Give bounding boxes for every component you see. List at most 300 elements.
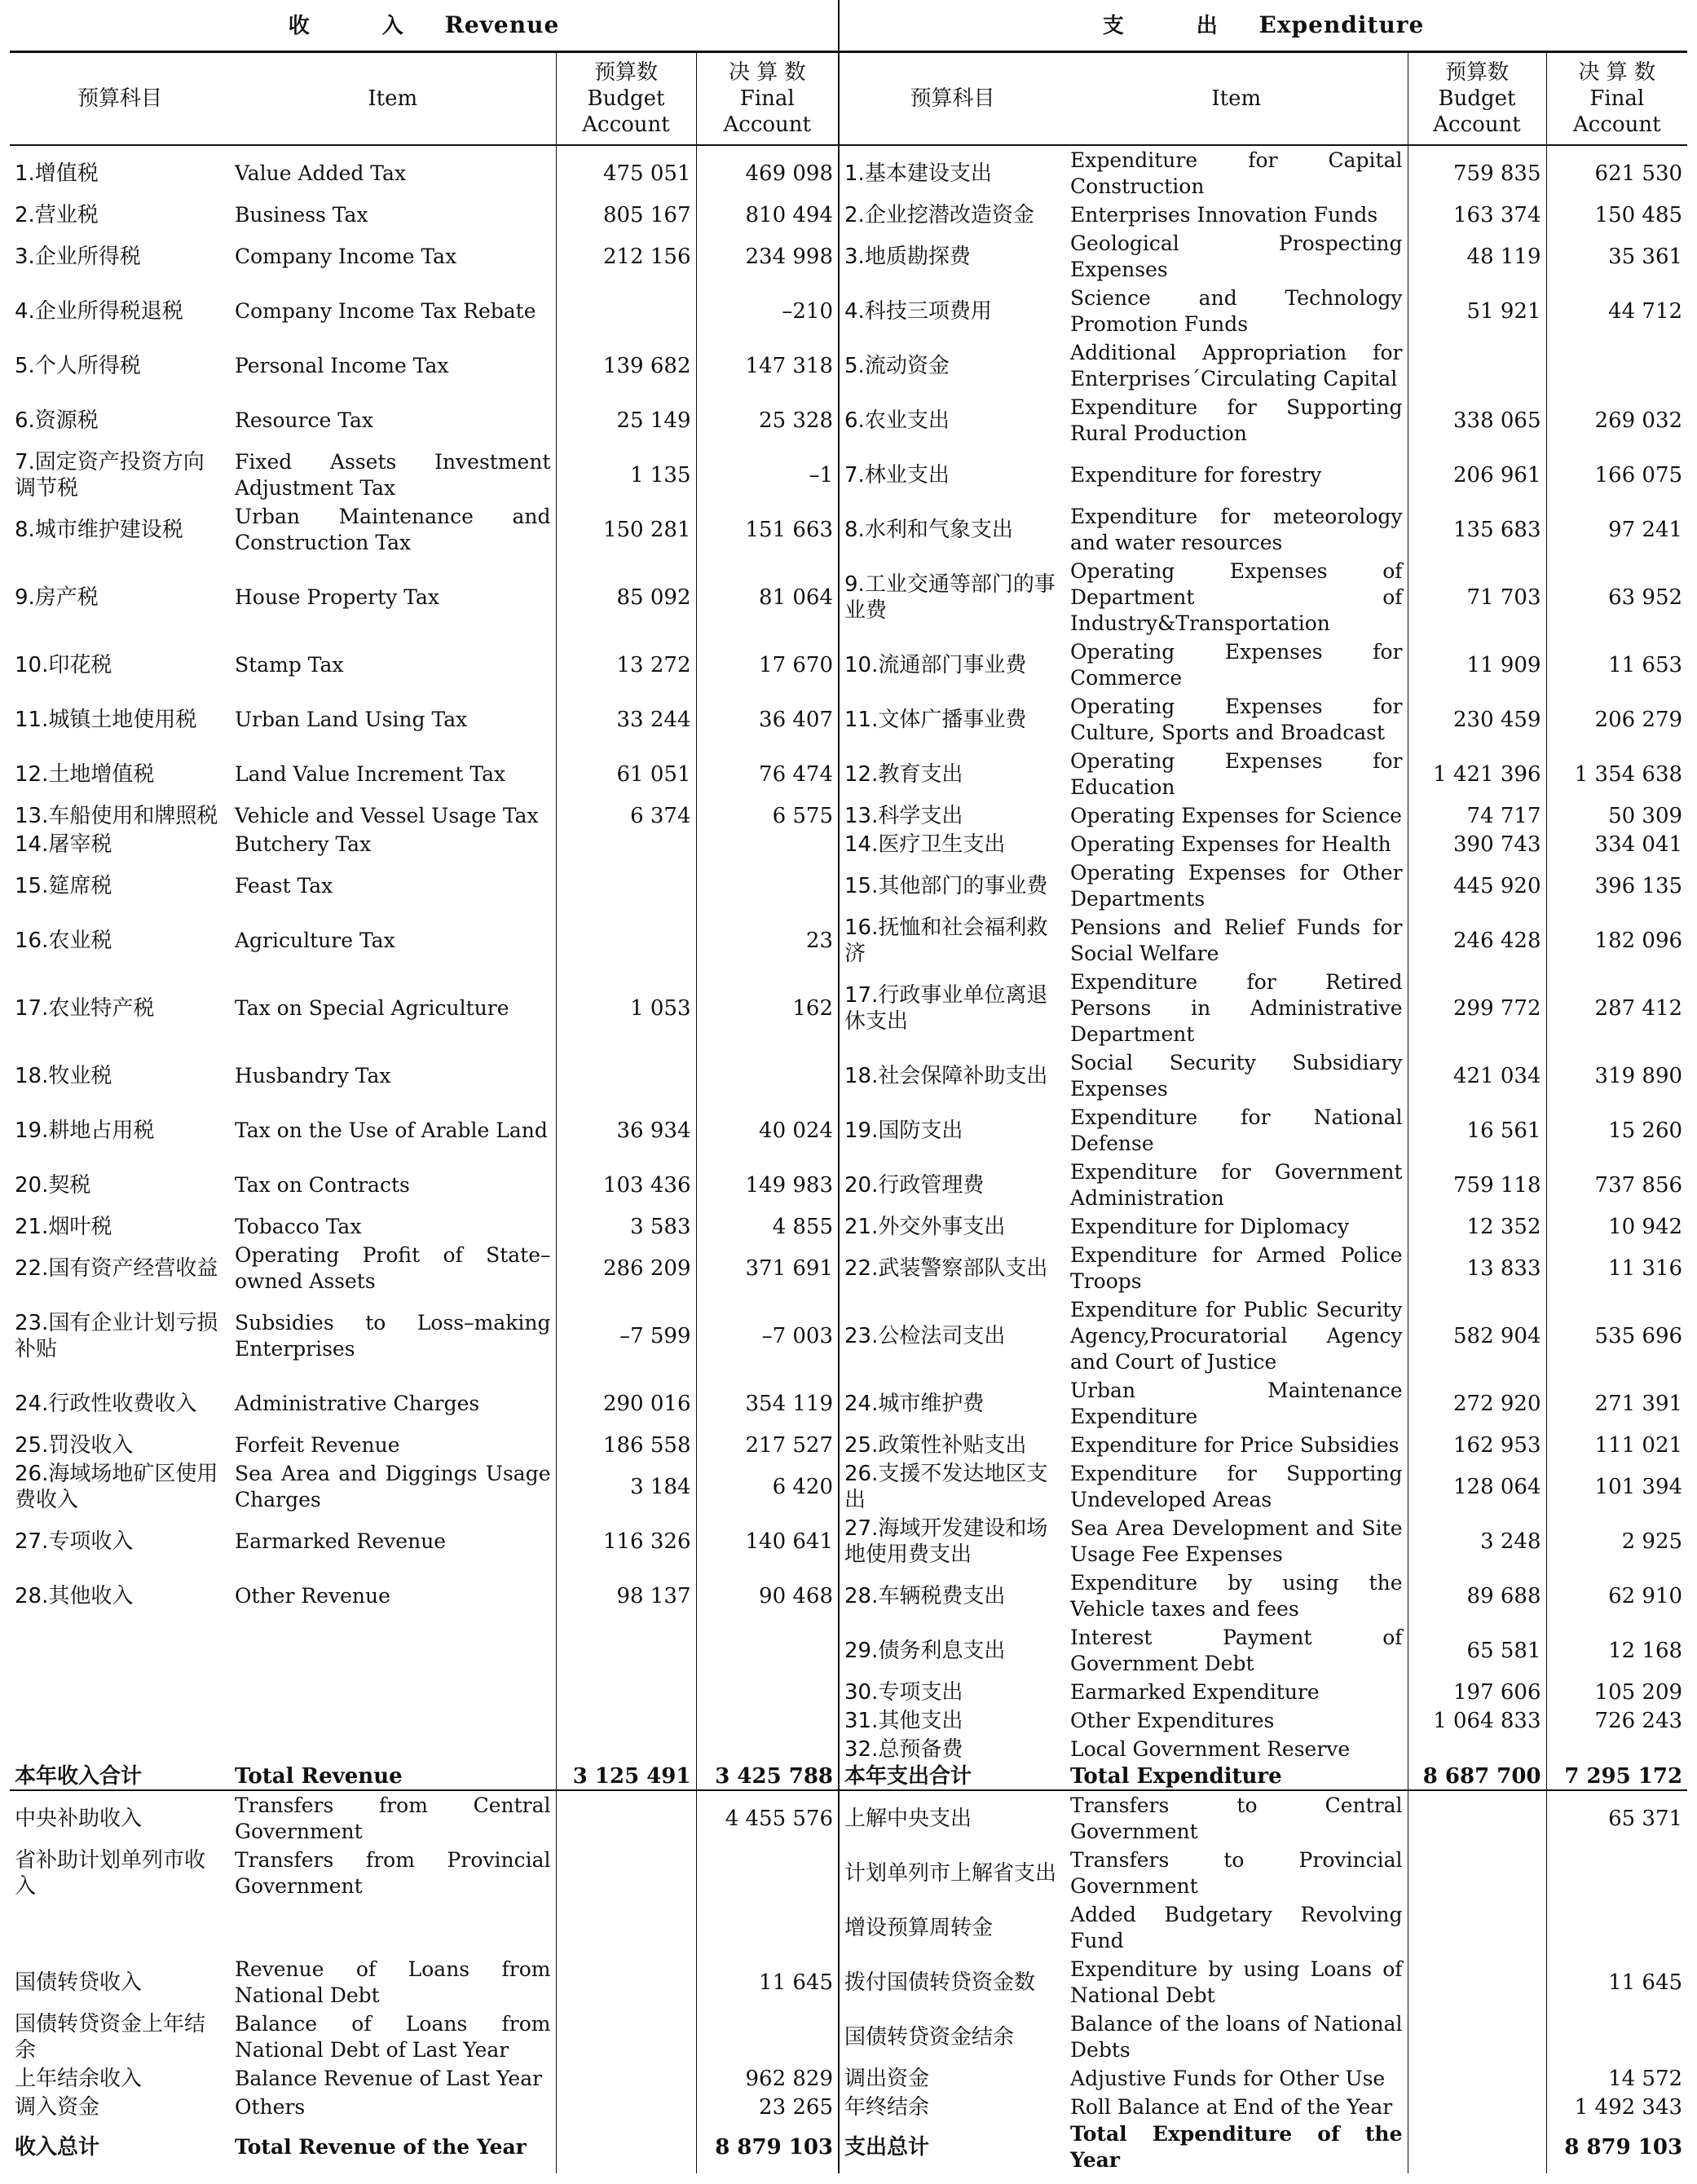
revenue-budget: [556, 1706, 696, 1735]
revenue-budget: [556, 1790, 696, 1846]
expenditure-subject: 22.武装警察部队支出: [844, 1255, 1048, 1281]
table-row: [10, 1569, 1687, 1623]
expenditure-item: Operating Expenses for Commerce: [1070, 639, 1403, 690]
revenue-budget: 186 558: [556, 1431, 696, 1459]
table-row: [10, 201, 1687, 229]
expenditure-item: Expenditure for Capital Construction: [1070, 148, 1403, 198]
revenue-budget: 36 934: [556, 1103, 696, 1158]
expenditure-budget: 197 606: [1408, 1678, 1546, 1706]
expenditure-item: Urban Maintenance Expenditure: [1070, 1378, 1403, 1428]
expenditure-budget: 135 683: [1408, 502, 1546, 557]
revenue-subject: 15.筵席税: [15, 873, 112, 898]
revenue-item: Balance of Loans from National Debt of Last Year: [235, 2011, 551, 2062]
expenditure-subject: 上解中央支出: [844, 1806, 972, 1831]
revenue-item: Vehicle and Vessel Usage Tax: [235, 803, 539, 827]
rev-col-budget-en2: Account: [582, 113, 670, 137]
expenditure-item: Total Expenditure: [1065, 1763, 1408, 1790]
expenditure-budget: 74 717: [1408, 801, 1546, 830]
expenditure-item: Transfers to Provincial Government: [1070, 1847, 1403, 1898]
expenditure-budget: 445 920: [1408, 858, 1546, 913]
expenditure-item: Expenditure for National Defense: [1070, 1105, 1403, 1155]
expenditure-subject: 年终结余: [844, 2094, 930, 2120]
revenue-item: Tax on Special Agriculture: [235, 995, 509, 1020]
table-row: [10, 1514, 1687, 1569]
expenditure-budget: 3 248: [1408, 1514, 1546, 1569]
table-row: [10, 913, 1687, 968]
exp-col-item: Item: [1065, 52, 1408, 146]
revenue-final: 8 879 103: [696, 2121, 839, 2173]
table-row: [10, 747, 1687, 801]
revenue-subject: 18.牧业税: [15, 1063, 112, 1088]
expenditure-item: Added Budgetary Revolving Fund: [1070, 1902, 1403, 1952]
expenditure-final: [1546, 1846, 1687, 1900]
expenditure-final: [1546, 1900, 1687, 1955]
revenue-budget: 85 092: [556, 557, 696, 638]
revenue-subject: 16.农业税: [15, 928, 112, 953]
table-row: [10, 1678, 1687, 1706]
revenue-final: 469 098: [696, 145, 839, 201]
revenue-budget: 1 135: [556, 448, 696, 502]
expenditure-subject: 8.水利和气象支出: [844, 517, 1013, 542]
revenue-final: 4 855: [696, 1212, 839, 1241]
revenue-subject: 13.车船使用和牌照税: [15, 803, 218, 828]
revenue-subject: 26.海域场地矿区使用费收入: [15, 1461, 218, 1512]
revenue-final: [696, 1846, 839, 1900]
expenditure-final: 12 168: [1546, 1623, 1687, 1678]
table-row: [10, 1846, 1687, 1900]
expenditure-final: 62 910: [1546, 1569, 1687, 1623]
revenue-budget: 116 326: [556, 1514, 696, 1569]
expenditure-item: Science and Technology Promotion Funds: [1070, 285, 1403, 336]
revenue-item: Balance Revenue of Last Year: [235, 2066, 543, 2090]
expenditure-budget: 421 034: [1408, 1048, 1546, 1103]
table-row: [10, 1459, 1687, 1514]
revenue-subject: 中央补助收入: [15, 1806, 143, 1831]
rev-col-final-cn: 决 算 数: [728, 60, 806, 85]
expenditure-budget: 246 428: [1408, 913, 1546, 968]
expenditure-budget: 48 119: [1408, 229, 1546, 284]
expenditure-budget: 272 920: [1408, 1376, 1546, 1431]
expenditure-subject: 10.流通部门事业费: [844, 652, 1027, 677]
revenue-subject: 12.土地增值税: [15, 761, 155, 787]
revenue-final: 140 641: [696, 1514, 839, 1569]
revenue-item: Personal Income Tax: [235, 353, 449, 377]
revenue-final: 76 474: [696, 747, 839, 801]
revenue-item: Stamp Tax: [235, 652, 344, 677]
expenditure-item: Social Security Subsidiary Expenses: [1070, 1050, 1403, 1101]
revenue-final: 11 645: [696, 1955, 839, 2010]
expenditure-budget: 162 953: [1408, 1431, 1546, 1459]
revenue-item: Husbandry Tax: [235, 1063, 391, 1088]
expenditure-budget: [1408, 338, 1546, 393]
revenue-item: Agriculture Tax: [235, 928, 395, 952]
expenditure-final: 101 394: [1546, 1459, 1687, 1514]
revenue-budget: [556, 2121, 696, 2173]
revenue-subject: 2.营业税: [15, 202, 99, 227]
revenue-item: Transfers from Central Government: [235, 1793, 551, 1843]
rev-col-final-en2: Account: [723, 113, 811, 137]
expenditure-final: 97 241: [1546, 502, 1687, 557]
expenditure-item: Expenditure for Diplomacy: [1070, 1214, 1350, 1238]
revenue-caption: [10, 0, 839, 52]
expenditure-final: 271 391: [1546, 1376, 1687, 1431]
revenue-caption-en: Revenue: [444, 11, 560, 38]
expenditure-subject: 16.抚恤和社会福利救济: [844, 915, 1048, 966]
table-row: [10, 830, 1687, 858]
expenditure-subject: 增设预算周转金: [844, 1915, 994, 1940]
revenue-caption-cn: 收 入: [288, 13, 436, 38]
expenditure-caption-cn: 支 出: [1102, 13, 1250, 38]
revenue-final: 36 407: [696, 692, 839, 747]
revenue-subject: 上年结余收入: [15, 2066, 143, 2091]
expenditure-final: 206 279: [1546, 692, 1687, 747]
expenditure-final: 50 309: [1546, 801, 1687, 830]
revenue-budget: 212 156: [556, 229, 696, 284]
exp-col-final-en1: Final: [1589, 86, 1645, 111]
expenditure-subject: 18.社会保障补助支出: [844, 1063, 1048, 1088]
table-row: [10, 393, 1687, 448]
expenditure-subject: 1.基本建设支出: [844, 161, 992, 186]
table-row: [10, 858, 1687, 913]
expenditure-final: 105 209: [1546, 1678, 1687, 1706]
expenditure-subject: 25.政策性补贴支出: [844, 1432, 1027, 1458]
expenditure-subject: 24.城市维护费: [844, 1391, 985, 1416]
revenue-final: [696, 858, 839, 913]
revenue-item: Total Revenue: [230, 1763, 556, 1790]
revenue-subject: 本年收入合计: [10, 1763, 230, 1790]
table-row: [10, 1735, 1687, 1763]
revenue-budget: 139 682: [556, 338, 696, 393]
expenditure-subject: 31.其他支出: [844, 1708, 963, 1733]
expenditure-final: 319 890: [1546, 1048, 1687, 1103]
revenue-budget: 33 244: [556, 692, 696, 747]
expenditure-budget: 51 921: [1408, 284, 1546, 338]
expenditure-item: Operating Expenses for Science: [1070, 803, 1402, 827]
revenue-subject: [10, 1735, 230, 1763]
expenditure-subject: 5.流动资金: [844, 353, 950, 378]
expenditure-item: Total Expenditure of the Year: [1070, 2122, 1403, 2172]
expenditure-budget: 13 833: [1408, 1241, 1546, 1295]
grand-total-rows: [10, 2121, 1687, 2173]
revenue-subject: 7.固定资产投资方向调节税: [15, 449, 205, 501]
revenue-budget: [556, 1623, 696, 1678]
revenue-item: Tobacco Tax: [235, 1214, 362, 1238]
expenditure-subject: 6.农业支出: [844, 408, 950, 433]
expenditure-final: 44 712: [1546, 284, 1687, 338]
expenditure-item: Earmarked Expenditure: [1070, 1679, 1320, 1704]
expenditure-item: Pensions and Relief Funds for Social Welfare: [1070, 915, 1403, 965]
table-row: [10, 1103, 1687, 1158]
table-row: [10, 1955, 1687, 2010]
expenditure-final: 269 032: [1546, 393, 1687, 448]
rev-col-budget-cn: 预算数: [593, 60, 658, 85]
expenditure-final: 726 243: [1546, 1706, 1687, 1735]
exp-col-final-cn: 决 算 数: [1578, 60, 1656, 85]
revenue-final: 23: [696, 913, 839, 968]
expenditure-final: 535 696: [1546, 1295, 1687, 1376]
expenditure-item: Geological Prospecting Expenses: [1070, 231, 1403, 281]
revenue-item: Urban Land Using Tax: [235, 707, 468, 731]
table-row: [10, 801, 1687, 830]
budget-sheet: [10, 0, 1687, 2173]
revenue-final: 217 527: [696, 1431, 839, 1459]
revenue-subject: 6.资源税: [15, 408, 99, 433]
revenue-item: Company Income Tax: [235, 244, 457, 268]
expenditure-item: Operating Expenses of Department of Industry&Transportation: [1070, 558, 1403, 635]
revenue-subject: [10, 1623, 230, 1678]
expenditure-subject: 32.总预备费: [844, 1736, 963, 1762]
revenue-budget: 13 272: [556, 638, 696, 692]
expenditure-final: 14 572: [1546, 2064, 1687, 2093]
expenditure-subject: 17.行政事业单位离退休支出: [844, 982, 1048, 1034]
expenditure-item: Additional Appropriation for Enterprises´Circulating Capital: [1070, 340, 1403, 390]
revenue-budget: 3 583: [556, 1212, 696, 1241]
expenditure-subject: 2.企业挖潜改造资金: [844, 202, 1034, 227]
expenditure-budget: 1 421 396: [1408, 747, 1546, 801]
revenue-item: Administrative Charges: [235, 1391, 480, 1415]
column-header-row: [10, 52, 1687, 146]
expenditure-subject: 21.外交外事支出: [844, 1214, 1006, 1239]
table-row: [10, 1241, 1687, 1295]
expenditure-item: Balance of the loans of National Debts: [1070, 2011, 1403, 2062]
table-row: [10, 557, 1687, 638]
expenditure-budget: 16 561: [1408, 1103, 1546, 1158]
expenditure-subject: 29.债务利息支出: [844, 1638, 1006, 1663]
revenue-budget: [556, 1846, 696, 1900]
expenditure-subject: 拨付国债转贷资金数: [844, 1970, 1036, 1995]
expenditure-subject: 12.教育支出: [844, 761, 963, 787]
expenditure-final: 182 096: [1546, 913, 1687, 968]
expenditure-final: 11 316: [1546, 1241, 1687, 1295]
expenditure-final: [1546, 2010, 1687, 2064]
expenditure-item: Other Expenditures: [1070, 1708, 1275, 1732]
revenue-subject: 23.国有企业计划亏损补贴: [15, 1310, 218, 1361]
exp-col-budget-cn: 预算数: [1445, 60, 1510, 85]
revenue-subject: 4.企业所得税退税: [15, 298, 183, 324]
expenditure-item: Sea Area Development and Site Usage Fee Expenses: [1070, 1516, 1403, 1566]
expenditure-budget: [1408, 1735, 1546, 1763]
revenue-final: [696, 2010, 839, 2064]
expenditure-subject: 本年支出合计: [839, 1763, 1065, 1790]
expenditure-item: Roll Balance at End of the Year: [1070, 2094, 1393, 2119]
expenditure-budget: 338 065: [1408, 393, 1546, 448]
revenue-subject: 调入资金: [15, 2094, 100, 2120]
expenditure-final: 15 260: [1546, 1103, 1687, 1158]
revenue-subject: 1.增值税: [15, 161, 99, 186]
expenditure-caption-en: Expenditure: [1258, 11, 1425, 38]
revenue-final: 151 663: [696, 502, 839, 557]
revenue-item: Revenue of Loans from National Debt: [235, 1957, 551, 2007]
exp-col-final-en2: Account: [1573, 113, 1661, 137]
revenue-budget: 150 281: [556, 502, 696, 557]
expenditure-budget: 71 703: [1408, 557, 1546, 638]
rev-col-budget: [556, 52, 696, 146]
revenue-budget: [556, 1735, 696, 1763]
table-row: [10, 1295, 1687, 1376]
revenue-item: [230, 1735, 556, 1763]
revenue-item: Sea Area and Diggings Usage Charges: [235, 1461, 551, 1511]
expenditure-subject: 7.林业支出: [844, 462, 950, 488]
revenue-final: 354 119: [696, 1376, 839, 1431]
table-row: [10, 2064, 1687, 2093]
revenue-budget: 61 051: [556, 747, 696, 801]
expenditure-budget: 65 581: [1408, 1623, 1546, 1678]
expenditure-final: 7 295 172: [1546, 1763, 1687, 1790]
expenditure-final: 63 952: [1546, 557, 1687, 638]
expenditure-subject: 14.医疗卫生支出: [844, 832, 1006, 857]
revenue-subject: 8.城市维护建设税: [15, 517, 183, 542]
expenditure-subject: 28.车辆税费支出: [844, 1583, 1006, 1608]
revenue-final: –210: [696, 284, 839, 338]
revenue-final: 25 328: [696, 393, 839, 448]
expenditure-budget: 230 459: [1408, 692, 1546, 747]
exp-col-budget-en1: Budget: [1438, 86, 1516, 111]
expenditure-budget: 8 687 700: [1408, 1763, 1546, 1790]
revenue-final: 40 024: [696, 1103, 839, 1158]
revenue-item: Earmarked Revenue: [235, 1529, 447, 1553]
revenue-item: Other Revenue: [235, 1583, 390, 1608]
revenue-final: –1: [696, 448, 839, 502]
revenue-budget: [556, 858, 696, 913]
revenue-subject: [10, 1900, 230, 1955]
expenditure-final: 35 361: [1546, 229, 1687, 284]
expenditure-subject: 4.科技三项费用: [844, 298, 992, 324]
expenditure-budget: 206 961: [1408, 448, 1546, 502]
revenue-item: [230, 1678, 556, 1706]
expenditure-subject: 国债转贷资金结余: [844, 2024, 1015, 2049]
revenue-final: 810 494: [696, 201, 839, 229]
expenditure-final: 11 653: [1546, 638, 1687, 692]
revenue-item: Total Revenue of the Year: [235, 2135, 527, 2159]
revenue-budget: [556, 284, 696, 338]
revenue-subject: 21.烟叶税: [15, 1214, 112, 1239]
table-row: [10, 1706, 1687, 1735]
expenditure-budget: 1 064 833: [1408, 1706, 1546, 1735]
revenue-subject: 省补助计划单列市收入: [15, 1847, 206, 1899]
revenue-budget: 286 209: [556, 1241, 696, 1295]
expenditure-final: 621 530: [1546, 145, 1687, 201]
table-row: [10, 968, 1687, 1048]
revenue-final: 23 265: [696, 2093, 839, 2121]
expenditure-final: [1546, 338, 1687, 393]
revenue-subject: [10, 1678, 230, 1706]
expenditure-budget: 89 688: [1408, 1569, 1546, 1623]
revenue-final: 234 998: [696, 229, 839, 284]
expenditure-item: Expenditure for meteorology and water resources: [1070, 504, 1403, 554]
revenue-item: [230, 1706, 556, 1735]
revenue-budget: 290 016: [556, 1376, 696, 1431]
revenue-budget: [556, 2010, 696, 2064]
expenditure-item: Operating Expenses for Culture, Sports and Broadcast: [1070, 694, 1403, 744]
revenue-final: 81 064: [696, 557, 839, 638]
revenue-item: Operating Profit of State–owned Assets: [235, 1242, 551, 1293]
expenditure-subject: 20.行政管理费: [844, 1172, 985, 1198]
rev-col-budget-en1: Budget: [587, 86, 665, 111]
table-row: [10, 448, 1687, 502]
table-row: [10, 1790, 1687, 1846]
revenue-budget: [556, 1900, 696, 1955]
revenue-item: Forfeit Revenue: [235, 1432, 400, 1457]
expenditure-item: Expenditure for Public Security Agency,Procuratorial Agency and Court of Justice: [1070, 1297, 1403, 1374]
expenditure-final: 737 856: [1546, 1158, 1687, 1212]
rev-col-final: [696, 52, 839, 146]
expenditure-budget: 128 064: [1408, 1459, 1546, 1514]
main-rows: [10, 145, 1687, 1763]
revenue-final: –7 003: [696, 1295, 839, 1376]
revenue-item: Value Added Tax: [235, 161, 407, 185]
revenue-final: [696, 1706, 839, 1735]
expenditure-item: Expenditure for Supporting Rural Production: [1070, 395, 1403, 445]
expenditure-budget: [1408, 1846, 1546, 1900]
expenditure-item: Local Government Reserve: [1070, 1736, 1351, 1761]
expenditure-budget: 759 835: [1408, 145, 1546, 201]
revenue-final: 147 318: [696, 338, 839, 393]
revenue-final: [696, 1735, 839, 1763]
revenue-final: 162: [696, 968, 839, 1048]
exp-col-budget-en2: Account: [1433, 113, 1521, 137]
revenue-budget: 3 125 491: [556, 1763, 696, 1790]
revenue-final: 17 670: [696, 638, 839, 692]
revenue-final: 90 468: [696, 1569, 839, 1623]
revenue-item: Feast Tax: [235, 873, 333, 898]
table-row: [10, 1158, 1687, 1212]
caption-row: [10, 0, 1687, 52]
revenue-item: Butchery Tax: [235, 832, 372, 856]
expenditure-final: [1546, 1735, 1687, 1763]
revenue-item: Fixed Assets Investment Adjustment Tax: [235, 449, 551, 500]
expenditure-subject: 26.支援不发达地区支出: [844, 1461, 1048, 1512]
revenue-item: Tax on the Use of Arable Land: [235, 1118, 548, 1142]
revenue-budget: –7 599: [556, 1295, 696, 1376]
exp-col-final: [1546, 52, 1687, 146]
expenditure-final: 287 412: [1546, 968, 1687, 1048]
revenue-item: Transfers from Provincial Government: [235, 1847, 551, 1898]
rev-col-final-en1: Final: [739, 86, 795, 111]
expenditure-final: 334 041: [1546, 830, 1687, 858]
revenue-budget: 475 051: [556, 145, 696, 201]
revenue-budget: 25 149: [556, 393, 696, 448]
expenditure-budget: [1408, 2010, 1546, 2064]
expenditure-item: Expenditure by using Loans of National Debt: [1070, 1957, 1403, 2007]
revenue-subject: 17.农业特产税: [15, 995, 155, 1021]
revenue-item: [230, 1900, 556, 1955]
revenue-subject: 10.印花税: [15, 652, 112, 677]
revenue-item: Urban Maintenance and Construction Tax: [235, 504, 551, 554]
exp-col-subject: 预算科目: [839, 52, 1065, 146]
expenditure-item: Expenditure by using the Vehicle taxes and fees: [1070, 1570, 1403, 1621]
revenue-subject: 3.企业所得税: [15, 244, 141, 269]
revenue-budget: 1 053: [556, 968, 696, 1048]
revenue-final: 149 983: [696, 1158, 839, 1212]
table-row: [10, 692, 1687, 747]
revenue-subject: 27.专项收入: [15, 1529, 134, 1554]
transfer-rows: [10, 1790, 1687, 2121]
table-row: [10, 284, 1687, 338]
expenditure-item: Operating Expenses for Other Departments: [1070, 860, 1403, 911]
revenue-final: 4 455 576: [696, 1790, 839, 1846]
revenue-final: 371 691: [696, 1241, 839, 1295]
expenditure-budget: 390 743: [1408, 830, 1546, 858]
revenue-budget: [556, 830, 696, 858]
revenue-subject: 收入总计: [15, 2135, 100, 2160]
revenue-final: [696, 1678, 839, 1706]
expenditure-subject: 调出资金: [844, 2066, 930, 2091]
revenue-item: Business Tax: [235, 202, 368, 227]
revenue-budget: 3 184: [556, 1459, 696, 1514]
total-row: [10, 1763, 1687, 1790]
revenue-final: [696, 1623, 839, 1678]
expenditure-subject: 30.专项支出: [844, 1679, 963, 1705]
